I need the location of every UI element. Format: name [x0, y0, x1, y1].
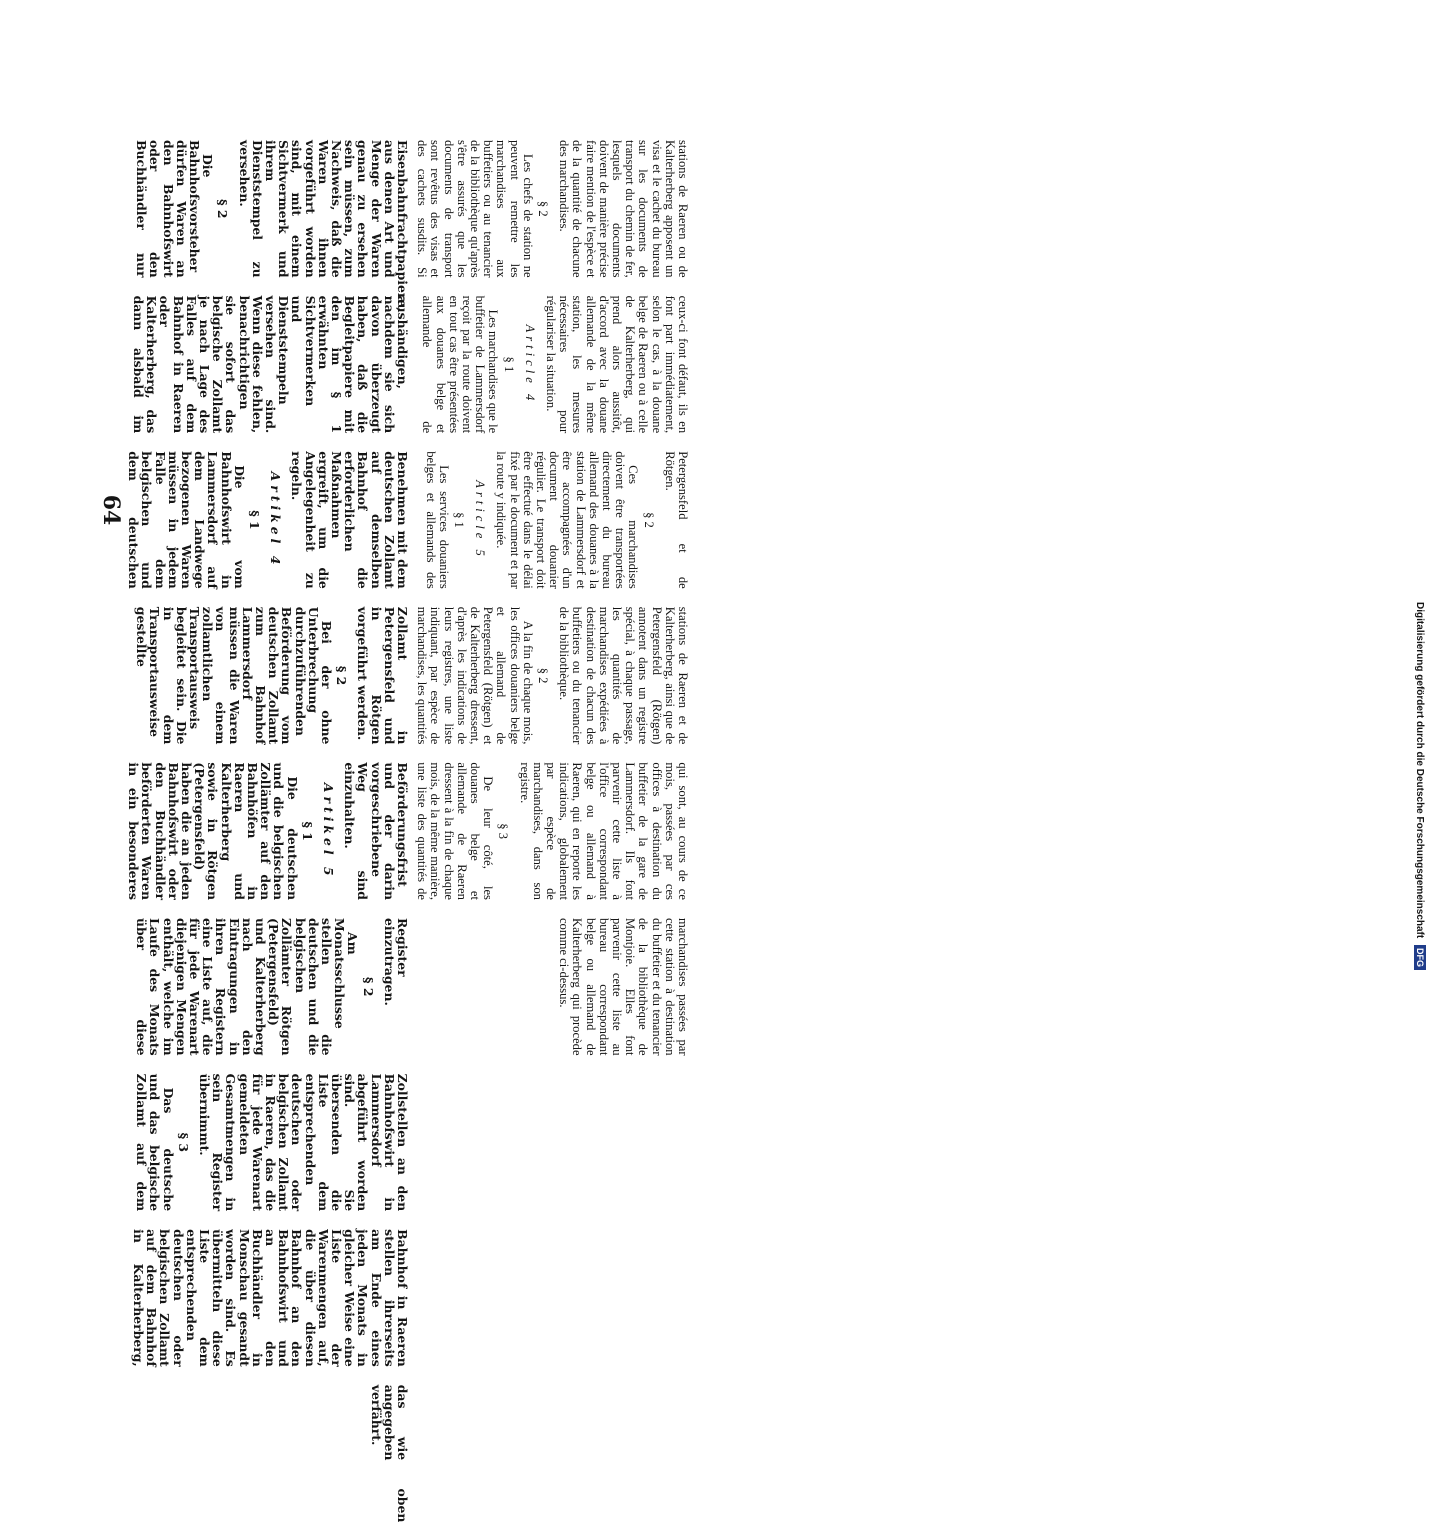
french-art4-heading: Article 4 — [522, 324, 537, 405]
german-art5-s2-heading: § 2 — [360, 977, 376, 997]
french-art5-s1-heading: § 1 — [451, 512, 466, 528]
german-art5-s3-heading: § 3 — [175, 1132, 191, 1153]
french-art5-s3-heading: § 3 — [496, 823, 511, 840]
german-art5-s2-text: Am Monatsschlusse stellen die deutschen und die belgischen Zollämter Rötgen (Petergensfeld) und Kalterherberg nach den Eintragungen in ihren Registern eine Liste auf, die für jede Warenart diejenigen Mengen enthält, welche im Laufe des Monats über diese Zollstellen an den Bahnhofswirt in Lammersdorf abgeführt worden sind. Sie übersenden die Liste dem entsprechenden deutschen oder belgischen Zollamt in Raeren, das die für jede Warenart gemeldeten Gesamtmengen in sein Register übernimmt. — [134, 917, 410, 1212]
german-art4-s2-heading: § 2 — [334, 665, 350, 686]
dfg-logo: DFG — [1414, 945, 1426, 970]
german-art4-s2-text: Bei der ohne Unterbrechung durchzuführenden Beförderung vom deutschen Zollamt zum Bahnhof Lammersdorf müssen die Waren von einem zollamtlichen Transportausweis begleitet sein. Die in dem Transportausweise gestellte Beförderungsfrist und der darin vorgeschriebene Weg sind einzuhalten. — [134, 606, 410, 900]
french-art4-s2-heading: § 2 — [641, 512, 656, 528]
french-art5-s2-heading: § 2 — [535, 667, 550, 684]
attribution-text: Digitalisierung gefördert durch die Deutsche Forschungsgemeinschaft — [1414, 602, 1425, 939]
french-flow — [414, 140, 690, 1056]
french-art4-s1-heading: § 1 — [501, 356, 516, 373]
german-art5-heading: Artikel 5 — [320, 782, 336, 880]
german-art4-s1-text: Die vom Bahnhofswirt in Lammersdorf auf dem Landwege bezogenen Waren müssen in jedem Falle dem belgischen und dem deutschen Zollamt in Petergensfeld und in Rötgen vorgeführt werden. — [126, 451, 410, 745]
german-s2-text: Die Bahnhofsvorsteher dürfen Waren an den Bahnhofswirt oder den Buchhändler nur aushändigen, nachdem sie sich davon überzeugt haben, daß die Begleitpapiere mit den im § 1 erwähnten Sichtvermerken und Dienststempeln versehen sind. Wenn diese fehlen, benachrichtigen sie sofort das belgische Zollamt je nach Lage des Falles auf dem Bahnhof in Raeren oder Kalterherberg, das dann alsbald im Benehmen mit dem deutschen Zollamt auf demselben Bahnhof die erforderlichen Maßnahmen ergreift, um die Angelegenheit zu regeln. — [130, 140, 410, 589]
german-art5-s3-text: Das deutsche und das belgische Zollamt auf dem Bahnhof in Raeren stellen ihrerseits am Ende eines jeden Monats in gleicher Weise eine Liste der Warenmengen auf, die über diesen Bahnhof an den Bahnhofswirt und an den Buchhändler in Monschau gesandt worden sind. Es übermitteln diese Liste dem entsprechenden deutschen oder belgischen Zollamt auf dem Bahnhof in Kalterherberg, das wie oben angegeben verfährt. — [130, 1073, 410, 1522]
french-art4-s2-text: Ces marchandises doivent être transportées directement du bureau allemand des douanes à la station de Lammersdorf et être accompagnées d'un document douanier régulier. Le transport doit être effectué dans le délai fixé par le document et par la route y indiquée. — [494, 451, 641, 589]
german-s2-heading: § 2 — [215, 199, 231, 219]
german-art4-heading: Artikel 4 — [268, 471, 284, 569]
french-art5-s1-text: Les services douaniers belges et allemands des stations de Raeren et de Kalterherberg, ainsi que de Petergensfeld (Rötgen) annotent dans un registre spécial, à chaque passage, les quantités de marchandises expédiées à destination de chacun des buffetiers ou du tenancier de la bibliothèque. — [423, 451, 690, 745]
french-intro: stations de Raeren ou de Kalterherberg apposent un visa et le cachet du bureau sur les documents de transport du chemin de fer, lesquels documents doivent de manière précise faire mention de l'espèce et de la quantité de chacune des marchandises. — [557, 140, 690, 278]
german-intro-flow: Eisenbahnfrachtpapiere, aus denen Art und Menge der Waren genau zu ersehen sein müssen, zum Nachweis, daß die Waren ihnen vorgeführt worden sind, mit einem Sichtvermerk und ihrem Dienststempel zu versehen. — [236, 140, 410, 312]
german-art4-s1-heading: § 1 — [246, 510, 262, 530]
french-art5-s3-text: De leur côté, les douanes belge et allemande de Raeren dressent à la fin de chaque mois, de la même manière, une liste des quantités de marchandises passées par cette station à destination du buffetier et du tenancier de la bibliothèque de Montjoie. Elles font parvenir cette liste au bureau correspondant belge ou allemand de Kalterherberg qui procède comme ci-dessus. — [415, 762, 690, 1056]
german-art5-s1-heading: § 1 — [299, 821, 315, 841]
page-number: 64 — [98, 494, 124, 526]
french-s2-text: Les chefs de station ne peuvent remettre les marchandises aux buffetiers ou au tenancier de la bibliothèque qu'après s'être assurés que les documents de transport sont revêtus des visas et des cachets susdits. Si ceux-ci font défaut, ils en font part immédiatement, selon le cas, à la douane belge de Raeren ou à celle de Kalterherberg, qui prend alors aussitôt, d'accord avec la douane allemande de la même station, les mesures nécessaires pour régulariser la situation. — [415, 140, 690, 434]
french-s2-heading: § 2 — [535, 200, 550, 217]
german-flow — [124, 140, 410, 1522]
german-art5-s1-text: Die deutschen und die belgischen Zollämter auf den Bahnhöfen in Raeren und Kalterherberg sowie in Rötgen (Petergensfeld) haben die an jeden Bahnhofswirt oder den Buchhändler beförderten Waren in ein besonderes Register einzutragen. — [126, 762, 410, 1006]
french-art5-s2-text: A la fin de chaque mois, les offices douaniers belge et allemand de Petergensfeld (Rötgen) et de Kalterherberg dressent, d'après les indications de leurs registres, une liste indiquant, par espèce de marchandises, les quantités qui sont, au cours de ce mois, passées par ces offices à destination du buffetier de la gare de Lammersdorf. Ils font parvenir cette liste à l'office correspondant belge ou allemand à Raeren, qui en reporte les indications, globalement par espèce de marchandises, dans son registre. — [415, 606, 690, 900]
french-art4-s1-text: Les marchandises que le buffetier de Lammersdorf reçoit par la route doivent en tout cas être présentées aux douanes belge et allemande de Petergensfeld et de Rötgen. — [420, 295, 690, 589]
attribution-line — [1406, 40, 1426, 970]
french-art5-heading: Article 5 — [473, 480, 488, 560]
